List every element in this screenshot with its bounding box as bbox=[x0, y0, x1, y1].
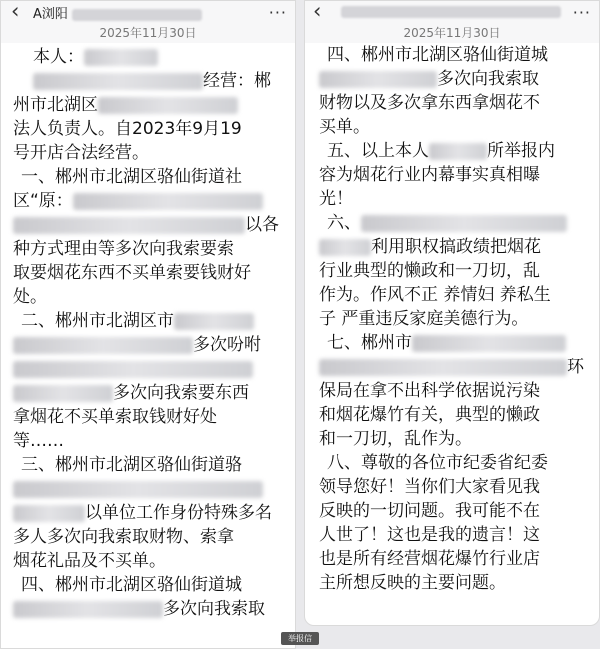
text-line: 本人： bbox=[33, 47, 84, 67]
text-line: 六、 bbox=[327, 213, 361, 233]
text-line: 作为。作风不正 养情妇 养私生 bbox=[319, 285, 551, 305]
text-line: 三、郴州市北湖区骆仙街道骆 bbox=[21, 455, 242, 475]
message-date: 2025年11月30日 bbox=[1, 23, 295, 43]
text-line: 法人负责人。自2023年9月19 bbox=[13, 119, 242, 139]
text-line: 八、尊敬的各位市纪委省纪委 bbox=[327, 453, 548, 473]
text-line: 多人多次向我索取财物、索拿 bbox=[13, 527, 234, 547]
blurred-text bbox=[13, 337, 193, 354]
text-line: 主所想反映的主要问题。 bbox=[319, 573, 506, 593]
more-dots-icon[interactable]: ··· bbox=[268, 3, 287, 22]
chat-header bbox=[305, 1, 599, 23]
blurred-text bbox=[361, 215, 567, 232]
blurred-text bbox=[98, 97, 238, 114]
right-screenshot-panel bbox=[304, 0, 600, 626]
text-line: 多次向我索取 bbox=[437, 69, 539, 89]
text-line: 环 bbox=[567, 357, 584, 377]
text-line: 区“原： bbox=[13, 191, 73, 211]
text-line: 种方式理由等多次向我索要索 bbox=[13, 239, 234, 259]
blurred-text bbox=[319, 359, 567, 376]
text-line: 以单位工作身份特殊多名 bbox=[85, 503, 272, 523]
text-line: 也是所有经营烟花爆竹行业店 bbox=[319, 549, 540, 569]
text-line: 利用职权搞政绩把烟花 bbox=[371, 237, 541, 257]
text-line: 等…… bbox=[13, 431, 64, 451]
more-dots-icon[interactable]: ··· bbox=[572, 3, 591, 22]
chevron-left-icon[interactable]: ‹ bbox=[11, 0, 20, 23]
text-line: 财物以及多次拿东西拿烟花不 bbox=[319, 93, 540, 113]
text-line: 烟花礼品及不买单。 bbox=[13, 551, 166, 571]
text-line: 多次向我索取 bbox=[163, 599, 265, 619]
chat-header bbox=[1, 1, 295, 23]
blurred-text bbox=[319, 239, 371, 256]
text-line: 多次吩咐 bbox=[193, 335, 261, 355]
blurred-text bbox=[13, 601, 163, 618]
text-line: 行业典型的懒政和一刀切，乱 bbox=[319, 261, 540, 281]
text-line: 四、郴州市北湖区骆仙街道城 bbox=[327, 45, 548, 65]
text-line: 州市北湖区 bbox=[13, 95, 98, 115]
blurred-text bbox=[429, 143, 487, 160]
report-button[interactable]: 举报信 bbox=[281, 632, 319, 645]
blurred-text bbox=[13, 361, 253, 378]
message-text bbox=[1, 43, 295, 621]
blurred-text bbox=[13, 481, 263, 498]
text-line: 保局在拿不出科学依据说污染 bbox=[319, 381, 540, 401]
blurred-text bbox=[13, 385, 113, 402]
chat-title: A浏阳 bbox=[33, 7, 68, 22]
text-line: 拿烟花不买单索取钱财好处 bbox=[13, 407, 217, 427]
blurred-contact-name bbox=[341, 6, 561, 18]
text-line: 五、以上本人 bbox=[327, 141, 429, 161]
text-line: 和烟花爆竹有关，典型的懒政 bbox=[319, 405, 540, 425]
text-line: 多次向我索要东西 bbox=[113, 383, 249, 403]
blurred-text bbox=[13, 505, 85, 522]
text-line: 容为烟花行业内幕事实真相曝 bbox=[319, 165, 540, 185]
text-line: 经营：郴 bbox=[203, 71, 271, 91]
text-line: 所举报内 bbox=[487, 141, 555, 161]
blurred-text bbox=[84, 49, 158, 66]
text-line: 领导您好！当你们大家看见我 bbox=[319, 477, 540, 497]
text-line: 处。 bbox=[13, 287, 47, 307]
blurred-text bbox=[33, 73, 203, 90]
text-line: 买单。 bbox=[319, 117, 370, 137]
text-line: 二、郴州市北湖区市 bbox=[21, 311, 174, 331]
blurred-text bbox=[174, 313, 254, 330]
message-text bbox=[305, 43, 599, 595]
message-date: 2025年11月30日 bbox=[305, 23, 599, 43]
blurred-text bbox=[13, 217, 245, 234]
chevron-left-icon[interactable]: ‹ bbox=[313, 0, 322, 23]
text-line: 七、郴州市 bbox=[327, 333, 412, 353]
text-line: 号开店合法经营。 bbox=[13, 143, 149, 163]
text-line: 子 严重违反家庭美德行为。 bbox=[319, 309, 529, 329]
blurred-text bbox=[319, 71, 437, 88]
text-line: 四、郴州市北湖区骆仙街道城 bbox=[21, 575, 242, 595]
left-screenshot-panel bbox=[0, 0, 296, 649]
text-line: 取要烟花东西不买单索要钱财好 bbox=[13, 263, 251, 283]
text-line: 反映的一切问题。我可能不在 bbox=[319, 501, 540, 521]
text-line: 和一刀切，乱作为。 bbox=[319, 429, 472, 449]
blurred-contact-name bbox=[72, 9, 202, 21]
blurred-text bbox=[412, 335, 566, 352]
blurred-text bbox=[73, 193, 263, 210]
text-line: 一、郴州市北湖区骆仙街道社 bbox=[21, 167, 242, 187]
text-line: 以各 bbox=[245, 215, 279, 235]
text-line: 光！ bbox=[319, 189, 353, 209]
text-line: 人世了！这也是我的遗言！这 bbox=[319, 525, 540, 545]
